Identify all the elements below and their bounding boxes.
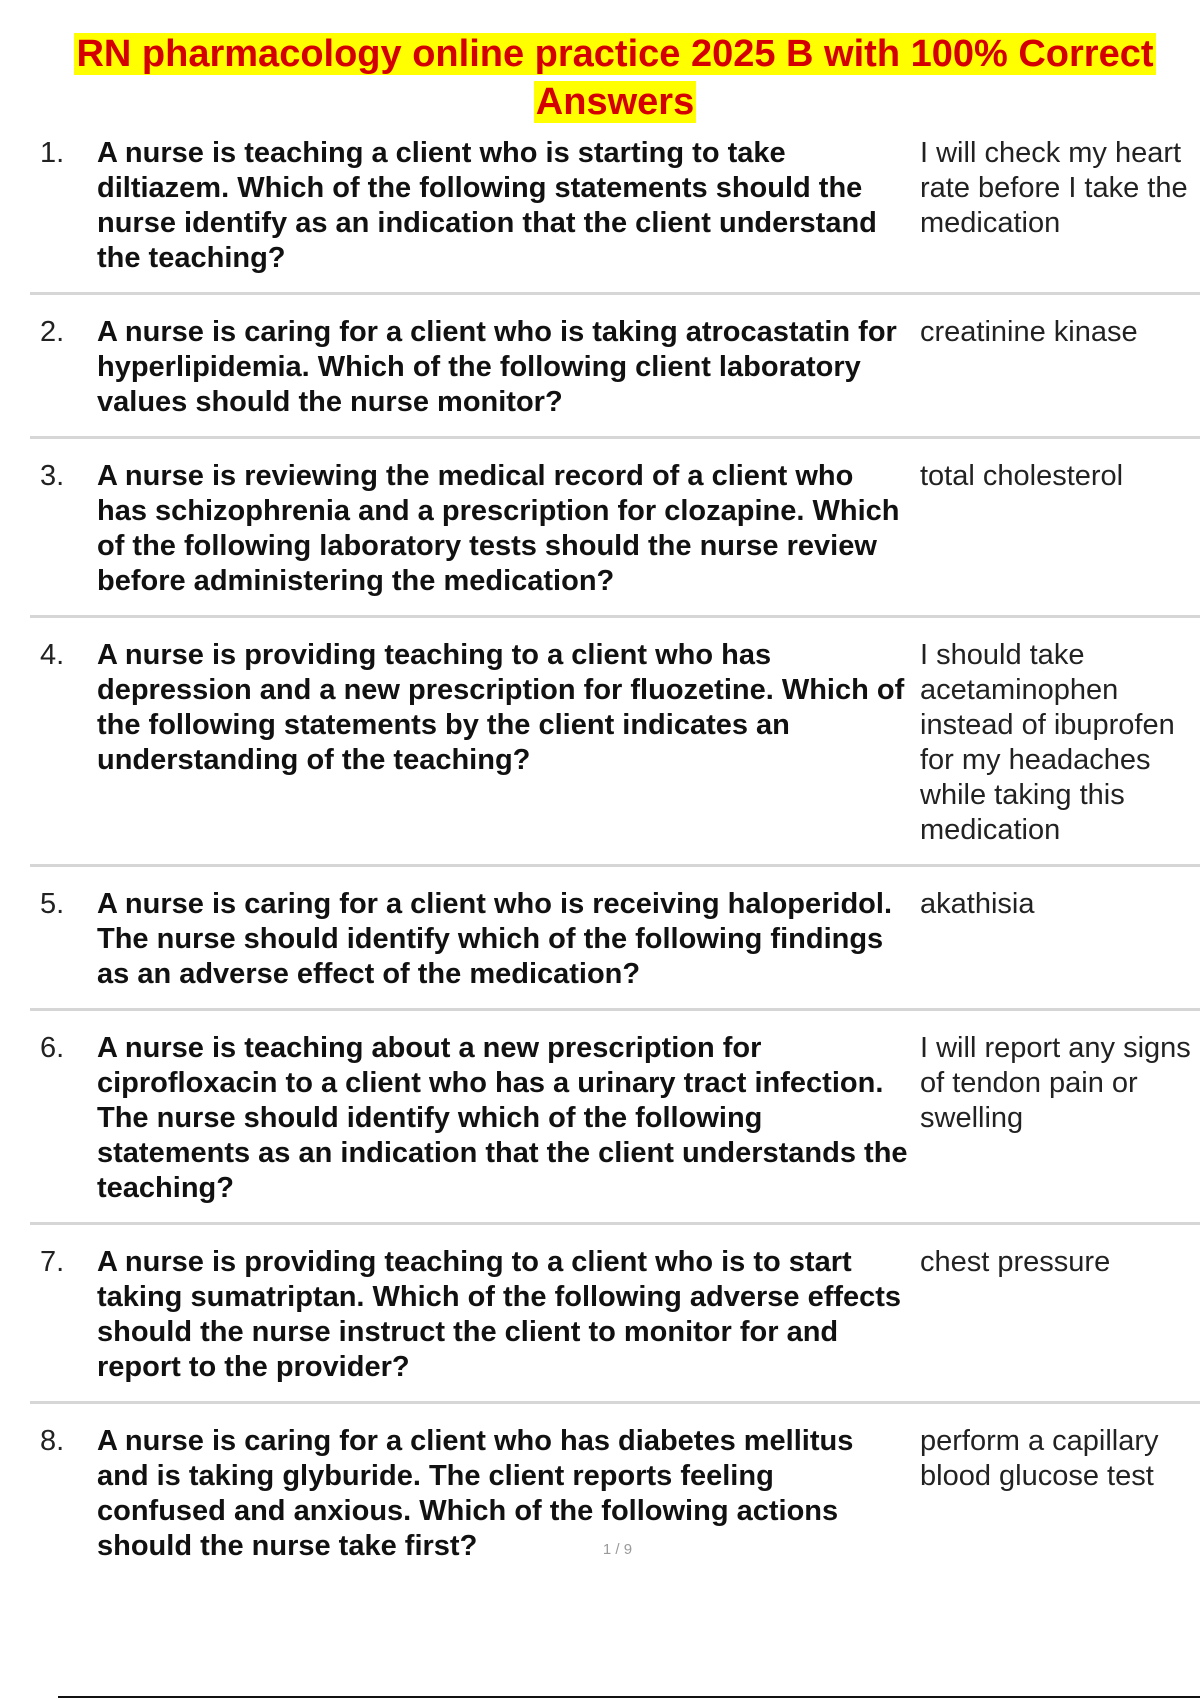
page-number: 1 / 9: [602, 1541, 633, 1558]
item-number: 6.: [40, 1032, 65, 1064]
qa-list: [30, 132, 1200, 1580]
item-question: A nurse is teaching about a new prescription for ciprofloxacin to a client who has a urinary tract infection. The nurse should identify which of the following statements as an indication that the client understands the teaching?: [97, 1032, 908, 1204]
item-question: A nurse is teaching a client who is starting to take diltiazem. Which of the following statements should the nurse identify as an indication that the client understand the teaching?: [97, 137, 877, 274]
item-answer: I should take acetaminophen instead of ibuprofen for my headaches while taking this medication: [920, 639, 1175, 846]
item-answer: chest pressure: [920, 1246, 1111, 1278]
item-answer: creatinine kinase: [920, 316, 1138, 348]
item-answer: akathisia: [920, 888, 1035, 920]
item-answer: total cholesterol: [920, 460, 1124, 492]
item-number: 5.: [40, 888, 65, 920]
document-title: RN pharmacology online practice 2025 B with 100% Correct Answers: [76, 33, 1154, 123]
item-question: A nurse is reviewing the medical record of a client who has schizophrenia and a prescription for clozapine. Which of the following laboratory tests should the nurse review before administering the medication?: [97, 460, 900, 597]
item-number: 4.: [40, 639, 65, 671]
qa-item: [30, 132, 1200, 295]
qa-item: [30, 1027, 1200, 1225]
item-answer: I will check my heart rate before I take the medication: [920, 137, 1188, 239]
item-question: A nurse is caring for a client who is receiving haloperidol. The nurse should identify which of the following findings as an adverse effect of the medication?: [97, 888, 893, 990]
qa-item: [30, 883, 1200, 1011]
item-question: A nurse is providing teaching to a client who has depression and a new prescription for fluozetine. Which of the following statements by the client indicates an understanding of the teaching?: [97, 639, 905, 776]
item-number: 8.: [40, 1425, 65, 1457]
item-number: 2.: [40, 316, 65, 348]
item-number: 3.: [40, 460, 65, 492]
title-block: [30, 30, 1200, 126]
qa-item: [30, 1241, 1200, 1404]
item-number: 1.: [40, 137, 65, 169]
item-question: A nurse is caring for a client who is taking atrocastatin for hyperlipidemia. Which of the following client laboratory values should the nurse monitor?: [97, 316, 897, 418]
footer-divider: [58, 1696, 1200, 1698]
item-question: A nurse is providing teaching to a client who is to start taking sumatriptan. Which of the following adverse effects should the nurse instruct the client to monitor for and report to the provider?: [97, 1246, 902, 1383]
item-number: 7.: [40, 1246, 65, 1278]
qa-item: [30, 455, 1200, 618]
qa-item: [30, 634, 1200, 867]
item-answer: perform a capillary blood glucose test: [920, 1425, 1159, 1492]
item-question: A nurse is caring for a client who has diabetes mellitus and is taking glyburide. The client reports feeling confused and anxious. Which of the following actions should the nurse take first?: [97, 1425, 854, 1562]
qa-item: [30, 311, 1200, 439]
item-answer: I will report any signs of tendon pain or swelling: [920, 1032, 1191, 1134]
